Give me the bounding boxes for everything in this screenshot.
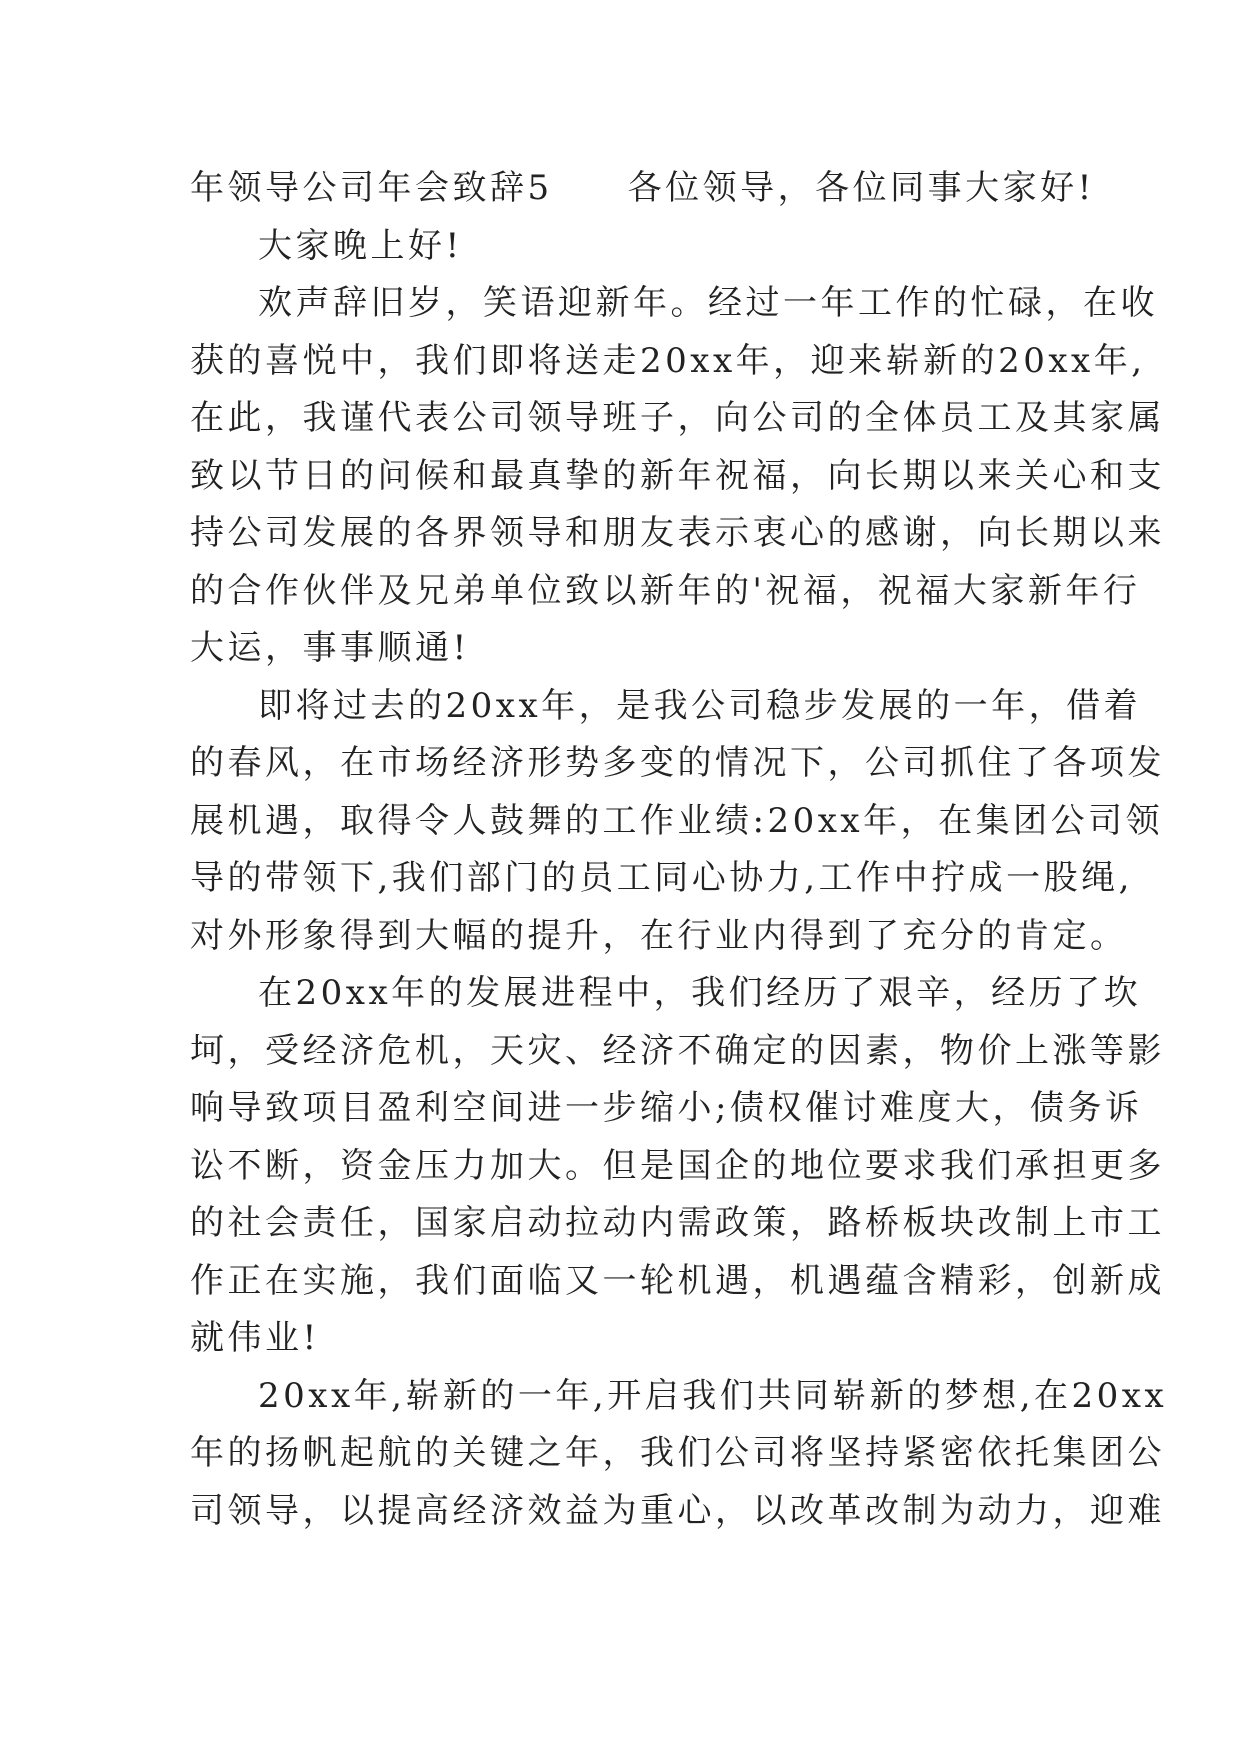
document-body <box>190 160 1168 1540</box>
body-line: 的合作伙伴及兄弟单位致以新年的'祝福，祝福大家新年行 <box>190 570 1141 611</box>
body-line: 年领导公司年会致辞5 各位领导，各位同事大家好! <box>190 168 1095 208</box>
body-line: 大运，事事顺通! <box>190 628 470 668</box>
body-line: 坷，受经济危机，天灾、经济不确定的因素，物价上涨等影 <box>190 1030 1165 1071</box>
body-line: 即将过去的20xx年，是我公司稳步发展的一年，借着 <box>258 685 1142 726</box>
body-line: 讼不断，资金压力加大。但是国企的地位要求我们承担更多 <box>190 1145 1165 1186</box>
body-line: 在此，我谨代表公司领导班子，向公司的全体员工及其家属 <box>190 398 1165 438</box>
body-line: 持公司发展的各界领导和朋友表示衷心的感谢，向长期以来 <box>190 513 1165 553</box>
body-line: 司领导，以提高经济效益为重心，以改革改制为动力，迎难 <box>190 1490 1165 1531</box>
body-line: 年的扬帆起航的关键之年，我们公司将坚持紧密依托集团公 <box>190 1433 1165 1473</box>
body-line: 响导致项目盈利空间进一步缩小;债权催讨难度大，债务诉 <box>190 1088 1143 1128</box>
body-line: 展机遇，取得令人鼓舞的工作业绩:20xx年，在集团公司领 <box>190 800 1164 841</box>
body-line: 的社会责任，国家启动拉动内需政策，路桥板块改制上市工 <box>190 1203 1165 1243</box>
body-line: 大家晚上好! <box>258 225 463 266</box>
body-line: 对外形象得到大幅的提升，在行业内得到了充分的肯定。 <box>190 915 1128 956</box>
body-line: 导的带领下,我们部门的员工同心协力,工作中拧成一股绳, <box>190 858 1133 898</box>
body-line: 作正在实施，我们面临又一轮机遇，机遇蕴含精彩，创新成 <box>190 1260 1165 1301</box>
body-line: 致以节日的问候和最真挚的新年祝福，向长期以来关心和支 <box>190 455 1165 496</box>
body-line: 就伟业! <box>190 1318 320 1358</box>
body-line: 在20xx年的发展进程中，我们经历了艰辛，经历了坎 <box>258 973 1142 1013</box>
body-line: 获的喜悦中，我们即将送走20xx年，迎来崭新的20xx年, <box>190 340 1146 381</box>
body-line: 欢声辞旧岁，笑语迎新年。经过一年工作的忙碌，在收 <box>258 283 1158 323</box>
body-line: 的春风，在市场经济形势多变的情况下，公司抓住了各项发 <box>190 743 1165 783</box>
body-line: 20xx年,崭新的一年,开启我们共同崭新的梦想,在20xx <box>258 1375 1168 1416</box>
